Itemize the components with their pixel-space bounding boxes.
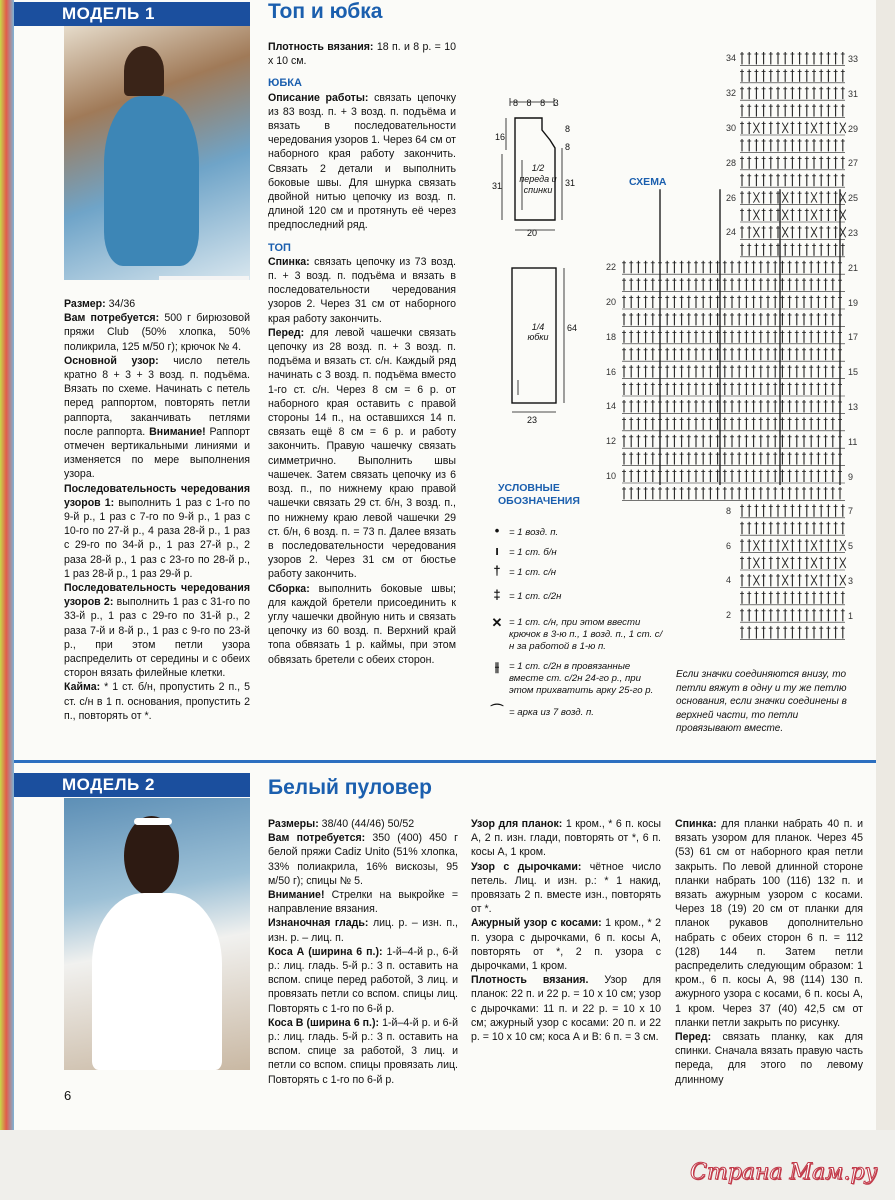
m2-sizes-label: Размеры:: [268, 818, 319, 830]
scheme-row-label: 14: [606, 401, 617, 412]
materials-label: Вам потребуется:: [64, 312, 160, 325]
model2-photo-sweater: [92, 893, 222, 1070]
size-value: 34/36: [105, 298, 136, 310]
scheme-row-label: 24: [726, 227, 737, 238]
scheme-row-label: 12: [606, 436, 617, 447]
legend-item: [485, 705, 665, 719]
scheme-row-label: 33: [848, 54, 859, 64]
scheme-note: Если значки соединяются внизу, то петли вяжут в одну и ту же петлю основания, если значки соединены в верхней части, то петли провязывают вместе.: [676, 669, 847, 734]
legend-text: = 1 ст. с/н, при этом ввести крючок в 3-ю п., 1 возд. п., 1 ст. с/н за работой в 1-ю п.: [509, 617, 663, 652]
main-pattern-label: Основной узор:: [64, 354, 159, 367]
legend-text: = 1 ст. б/н: [509, 547, 557, 558]
scheme-row-label: 11: [848, 436, 858, 447]
front-value: для левой чашечки связать цепочку из 28 возд. п. + 3 возд. п. подъёма и вязать ст. с/н. Каждый ряд начинать с 3 возд. п. подъёма вместо 1-го ст. с/н. Через 8 см = 6 р. от наборного края оставить с правой стороны 14 п., на оставшихся 14 п. связать ещё 8 см = 6 р. и работу закончить. Правую чашечку связать симметрично. Выполнить швы чашечек. Затем связать цепочку из 6 возд. п., по нижнему краю правой чашечки связать 29 ст. б/н, 3 возд. п., по нижнему краю левой чашечки 29 ст. б/н, 6 возд. п. = 73 п. Далее вязать в последовательности чередования узоров 2. Через 31 см от бюстье работу закончить.: [268, 326, 456, 581]
scheme-row-label: 25: [848, 193, 859, 204]
scheme-row-label: 32: [726, 88, 737, 99]
back-label: Спинка:: [268, 255, 310, 268]
magazine-edge-left: [0, 0, 14, 1200]
scheme-row-label: 19: [848, 297, 859, 308]
size-label: Размер:: [64, 298, 106, 310]
m2-materials-label: Вам потребуется:: [268, 832, 366, 845]
model1-label: МОДЕЛЬ 1: [14, 2, 250, 26]
scheme-row-label: 4: [726, 575, 732, 586]
m2-cable-a-value: 1-й–4-й р., 6-й р.: лиц. гладь. 5-й р.: 3 п. оставить на вспом. спице перед работой, 3 лиц. и провязать петли со вспом. спицы лиц. Повторять с 1-го по 6-й р.: [268, 945, 458, 1015]
scheme-row-label: 1: [848, 610, 854, 621]
scheme-row-label: 30: [726, 123, 737, 133]
legend-symbol: ı: [495, 543, 499, 558]
legend-text: = 1 ст. с/н: [509, 567, 557, 578]
gauge-label: Плотность вязания:: [268, 41, 374, 53]
legend-symbol: •: [494, 523, 500, 538]
model2-title: Белый пуловер: [268, 776, 432, 799]
model2-column-2: [471, 817, 661, 1044]
m2-back-label: Спинка:: [675, 818, 717, 830]
legend-symbol: †: [493, 563, 501, 578]
scheme-row-label: 5: [848, 541, 854, 552]
skirt-label: Описание работы:: [268, 91, 369, 104]
edging-value: * 1 ст. б/н, пропустить 2 п., 5 ст. с/н в 1 п. основания, пропустить 2 п., повторять от *.: [64, 681, 250, 722]
legend-symbol: ⫲: [494, 659, 500, 674]
scheme-row-label: 22: [606, 262, 617, 273]
page-number: 6: [64, 1088, 72, 1103]
model2-photo-headband: [134, 818, 172, 825]
model2-label: МОДЕЛЬ 2: [14, 773, 250, 797]
dim-left: 16: [495, 132, 506, 142]
scheme-row-label: 23: [848, 228, 859, 238]
scheme-row-label: 2: [726, 610, 732, 621]
legend-symbol: ⌒: [490, 703, 504, 718]
dim-top-1: 8: [513, 98, 519, 108]
scheme-row-label: 26: [726, 192, 737, 203]
m2-gauge-label: Плотность вязания.: [471, 974, 589, 987]
scheme-row-label: 3: [848, 576, 854, 586]
scheme-row-label: 17: [848, 332, 859, 343]
model1-photo-head: [124, 46, 164, 96]
dim-right-a: 8: [565, 124, 571, 134]
scheme-row-label: 9: [848, 471, 854, 482]
dim-skirt-width: 23: [527, 415, 538, 425]
model2-photo-hair: [124, 816, 179, 896]
assembly-value: выполнить боковые швы; для каждой бретели присоединить к углу чашечки двойную нить и связать цепочку из 60 возд. п. Верхний край топа обвязать 1 р. каймы, при этом обвязать бретели с обеих сторон.: [268, 582, 456, 666]
m2-lace-value: 1 кром., * 2 п. узора с дырочками, 6 п. косы А, повторять от *, 2 п. узора с дырочками, 1 кром.: [471, 917, 661, 973]
m2-sizes-value: 38/40 (44/46) 50/52: [318, 818, 415, 830]
watermark: Страна Мам.ру: [690, 1160, 878, 1185]
legend-text: = 1 ст. с/2н: [509, 591, 562, 602]
front-label: Перед:: [268, 326, 305, 339]
m2-cable-b-label: Коса В (ширина 6 п.):: [268, 1016, 380, 1029]
m2-front-label: Перед:: [675, 1031, 712, 1044]
scheme-row-label: 18: [606, 331, 617, 342]
legend-symbol: ‡: [493, 587, 501, 602]
seq1-value: выполнить 1 раз с 1-го по 9-й р., 1 раз с 7-го по 9-й р., 1 раз с 10-го по 27-й р., 4 раза 28-й р., 1 раз с 29-го по 34-й р., 1 раз 27-й р., 2 раза 28-й р., 1 раз с 23-го по 28-й р., 1 раз 28-й р., 1 раз 29-й р.: [64, 496, 250, 580]
m2-eyelet-value: чётное число петель. Лиц. и изн. р.: * 1 накид, провязать 2 п. вместе изн., повторять от *.: [471, 860, 661, 916]
attention-label: Внимание!: [149, 425, 206, 438]
m2-attention-value: Стрелки на выкройке = направление вязания.: [268, 889, 458, 916]
scheme-row-label: 16: [606, 366, 617, 377]
m2-back-value: для планки набрать 40 п. и вязать узором для планок. Через 45 (53) 61 см от наборного края петли закрыть. По левой длинной стороне планки набрать 100 (116) 132 п. и вязать ажурным узором с косами. Через 18 (19) 20 см от планки для планок рукавов дополнительно набрать с обеих сторон 6 п. = 112 (128) 144 п. Затем петли распределить следующим образом: 1 кром., 6 п. косы А, 98 (114) 130 п. ажурного узора с косами, 6 п. косы А, 1 кром. Через 37 (40) 42,5 см от планки петли закрыть по рисунку.: [675, 818, 863, 1029]
seq2-label: Последовательность чередования узоров 2:: [64, 582, 250, 609]
model2-column-1: [268, 817, 458, 1087]
model1-column-1: [64, 297, 250, 723]
dim-top-2: 8: [526, 98, 532, 108]
scheme-label: СХЕМА: [629, 176, 667, 188]
m2-eyelet-label: Узор с дырочками:: [471, 860, 582, 873]
m2-cable-b-value: 1-й–4-й р. и 6-й р.: лиц. гладь. 5-й р.: 3 п. оставить на вспом. спице за работой, 3 лиц. и петли со вспом. спицы провязать лиц. Повторять с 1-го по 6-й р.: [268, 1016, 458, 1086]
legend-text: = 1 возд. п.: [509, 527, 559, 538]
m2-band-value: 1 кром., * 6 п. косы А, 2 п. изн. глади, повторять от *, 6 п. косы А, 1 кром.: [471, 818, 662, 859]
scheme-row-label: 21: [848, 262, 859, 273]
scheme-row-label: 10: [606, 471, 617, 481]
pattern-diagrams: [470, 90, 610, 420]
m2-lace-label: Ажурный узор с косами:: [471, 917, 602, 930]
m2-front-value: связать планку, как для спинки. Сначала вязать правую часть переда, для этого по левому длинному: [675, 1031, 863, 1086]
gauge-value: 18 п. и 8 р. = 10 х 10 см.: [268, 41, 456, 68]
pattern-top-dims: [513, 98, 559, 108]
legend-item: [485, 661, 665, 697]
scheme-row-labels-right: [848, 42, 868, 642]
scheme-row-label: 15: [848, 367, 859, 378]
skirt-value: связать цепочку из 83 возд. п. + 3 возд. п. подъёма и вязать в последовательности чередования узоров 1. Через 64 см от наборного края работу закончить. Связать 2 детали и выполнить боковые швы. Для шнурка связать двойной нитью цепочку из возд. п. длиной 120 см и протянуть её через предпоследний ряд.: [268, 91, 457, 232]
m2-purl-label: Изнаночная гладь:: [268, 917, 369, 930]
legend-text: = арка из 7 возд. п.: [509, 707, 594, 718]
pattern-top-label: 1/2 переда и спинки: [519, 163, 557, 195]
m2-gauge-value: Узор для планок: 22 п. и 22 р. = 10 х 10 см; узор с дырочками: 11 п. и 22 р. = 10 х 10 см; ажурный узор с косами: 20 п. и 22 р. = 10 х 10 см; коса А и В: 6 п. = 3 см.: [471, 974, 661, 1044]
dim-top-3: 8: [540, 98, 546, 108]
assembly-label: Сборка:: [268, 582, 310, 595]
dim-width: 20: [527, 228, 538, 238]
pattern-skirt-label: 1/4 юбки: [527, 322, 549, 342]
main-pattern-value: число петель кратно 8 + 3 + 3 возд. п. подъёма. Вязать по схеме. Начинать с петель перед раппортом, повторять петли раппорта, заканчивать петлями после раппорта.: [64, 354, 250, 438]
dim-right-b: 8: [565, 142, 571, 152]
legend-text: = 1 ст. с/2н в провязанные вместе ст. с/2н 24-го р., при этом прихватить арку 25-го р.: [509, 661, 654, 696]
dim-height-right: 31: [565, 178, 576, 188]
scheme-row-label: 8: [726, 505, 732, 516]
back-value: связать цепочку из 73 возд. п. + 3 возд. п. подъёма и вязать в последовательности чередования узоров 2. Через 31 см от наборного края работу закончить.: [268, 255, 456, 325]
scheme-row-label: 7: [848, 506, 854, 517]
scheme-row-label: 31: [848, 88, 859, 99]
seq1-label: Последовательность чередования узоров 1:: [64, 482, 250, 509]
scheme-row-label: 6: [726, 540, 732, 551]
scheme-row-label: 34: [726, 53, 737, 64]
m2-band-label: Узор для планок:: [471, 818, 563, 830]
model1-photo-chair: [159, 276, 249, 280]
model-separator: [14, 760, 876, 763]
top-heading: ТОП: [268, 241, 291, 254]
m2-cable-a-label: Коса А (ширина 6 п.):: [268, 945, 383, 958]
m2-materials-value: 350 (400) 450 г белой пряжи Cadiz Unito (51% хлопка, 33% полиакрила, 16% вискозы, 95 м/50 г); спицы № 5.: [268, 832, 458, 887]
edging-label: Кайма:: [64, 681, 101, 694]
skirt-heading: ЮБКА: [268, 77, 302, 90]
materials-value: 500 г бирюзовой пряжи Club (50% хлопка, 50% поликрила, 125 м/50 г); крючок № 4.: [64, 312, 250, 353]
scheme-row-label: 29: [848, 123, 859, 134]
dim-height-left: 31: [492, 181, 503, 191]
model1-column-2: [268, 40, 456, 667]
m2-attention-label: Внимание!: [268, 889, 325, 902]
legend-symbol: ✕: [491, 615, 503, 630]
legend-title: УСЛОВНЫЕ ОБОЗНАЧЕНИЯ: [498, 482, 580, 507]
magazine-edge-right: [876, 0, 895, 1200]
m2-purl-value: лиц. р. – изн. п., изн. р. – лиц. п.: [268, 917, 458, 944]
dim-skirt-height: 64: [567, 323, 578, 333]
scheme-row-label: 28: [726, 157, 737, 168]
model1-photo: [64, 26, 250, 280]
dim-top-4: 3: [553, 98, 559, 108]
seq2-value: выполнить 1 раз с 31-го по 33-й р., 1 раз с 29-го по 31-й р., 2 раза 7-й и 8-й р., 1 раз с 9-го по 23-й р., при этом петли узора распределить от середины и с обеих сторон вязать филейные клетки.: [64, 596, 250, 680]
scheme-row-label: 27: [848, 158, 859, 169]
model1-photo-dress: [104, 96, 199, 266]
scheme-row-label: 13: [848, 402, 859, 412]
model1-title: Топ и юбка: [268, 0, 383, 23]
scheme-row-label: 20: [606, 297, 617, 307]
model2-photo: [64, 798, 250, 1070]
model2-column-3: [675, 817, 863, 1087]
attention-value: Раппорт отмечен вертикальными линиями и изменяется по мере выполнения узора.: [64, 425, 250, 481]
